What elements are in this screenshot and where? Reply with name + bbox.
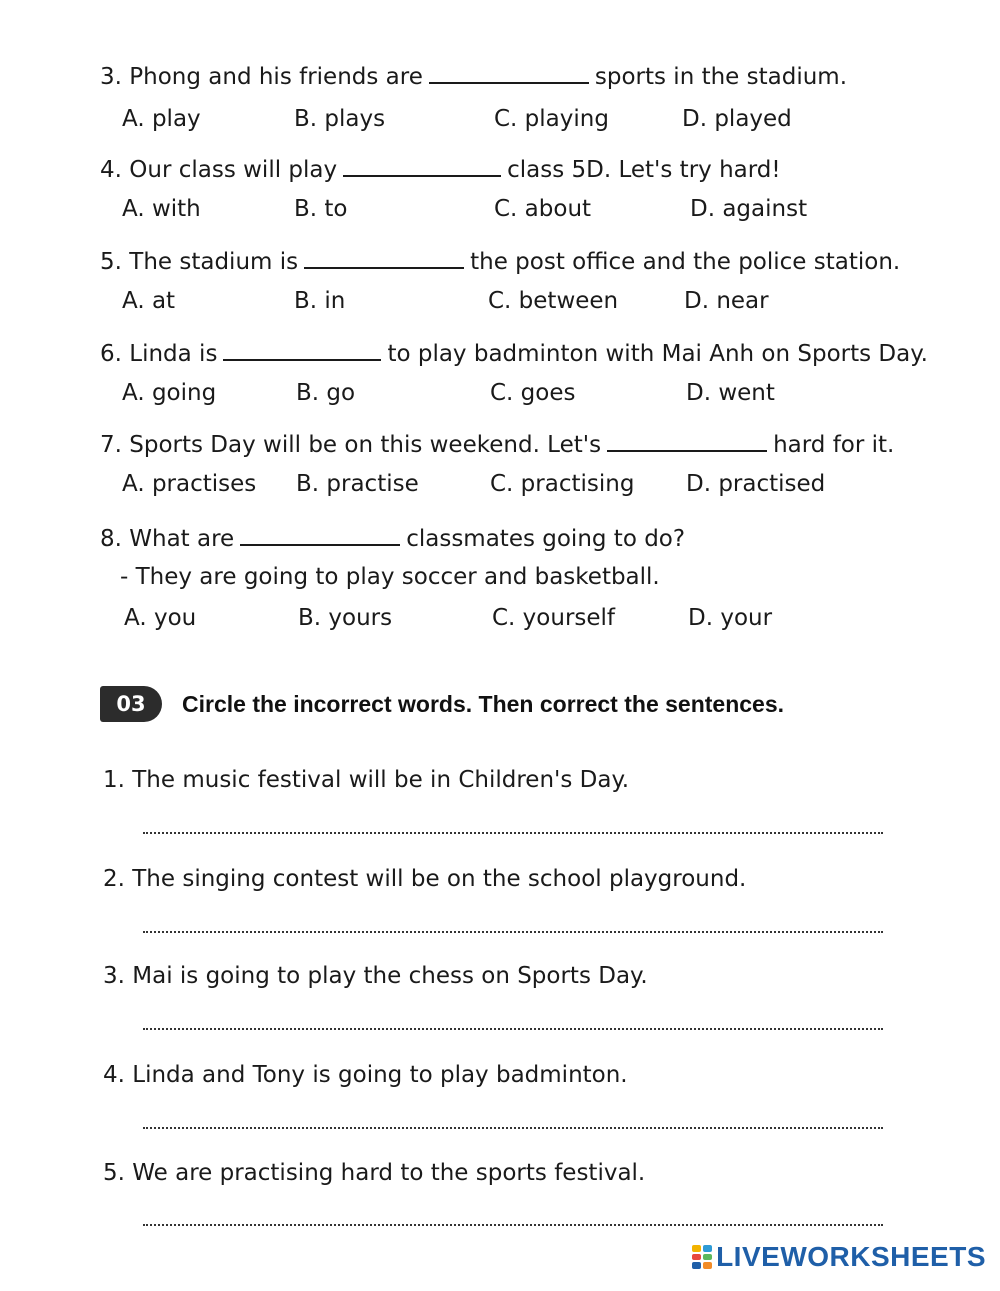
question-text-after: to play badminton with Mai Anh on Sports Day. — [387, 341, 928, 367]
option-d[interactable]: D. against — [690, 196, 808, 222]
question-text-after: class 5D. Let's try hard! — [507, 157, 781, 183]
option-b[interactable]: B. yours — [298, 605, 393, 631]
answer-blank[interactable] — [343, 153, 501, 177]
correction-line-4[interactable] — [143, 1125, 883, 1129]
question-6 — [100, 337, 928, 369]
answer-blank[interactable] — [607, 428, 767, 452]
section-instruction: Circle the incorrect words. Then correct the sentences. — [182, 690, 785, 717]
logo-icon-tile — [703, 1262, 712, 1269]
correction-line-2[interactable] — [143, 929, 883, 933]
option-c[interactable]: C. yourself — [492, 605, 616, 631]
option-b[interactable]: B. practise — [296, 471, 419, 497]
option-c[interactable]: C. playing — [494, 106, 609, 132]
answer-blank[interactable] — [304, 245, 464, 269]
option-c[interactable]: C. about — [494, 196, 592, 222]
incorrect-sentence-5[interactable]: 5. We are practising hard to the sports festival. — [103, 1160, 646, 1186]
option-d[interactable]: D. your — [688, 605, 773, 631]
option-a[interactable]: A. at — [122, 288, 176, 314]
answer-blank[interactable] — [429, 60, 589, 84]
options-question-4 — [122, 194, 882, 224]
logo-icon-tile — [692, 1254, 701, 1261]
option-c[interactable]: C. between — [488, 288, 619, 314]
option-a[interactable]: A. going — [122, 380, 217, 406]
correction-line-3[interactable] — [143, 1026, 883, 1030]
incorrect-sentence-1[interactable]: 1. The music festival will be in Children's Day. — [103, 767, 630, 793]
logo-text: LIVEWORKSHEETS — [716, 1241, 986, 1272]
logo-icon-tile — [692, 1262, 701, 1269]
incorrect-sentence-2[interactable]: 2. The singing contest will be on the school playground. — [103, 866, 747, 892]
options-question-7 — [122, 469, 882, 499]
option-a[interactable]: A. you — [124, 605, 197, 631]
question-text-before: Our class will play — [129, 157, 338, 183]
question-number: 3. — [100, 64, 122, 90]
logo-icon-tile — [703, 1254, 712, 1261]
liveworksheets-logo-icon — [692, 1245, 712, 1269]
option-a[interactable]: A. practises — [122, 471, 257, 497]
option-b[interactable]: B. go — [296, 380, 356, 406]
answer-blank[interactable] — [240, 522, 400, 546]
option-d[interactable]: D. practised — [686, 471, 826, 497]
incorrect-sentence-3[interactable]: 3. Mai is going to play the chess on Sports Day. — [103, 963, 648, 989]
question-number: 8. — [100, 526, 122, 552]
question-5 — [100, 245, 900, 277]
options-question-3 — [122, 104, 882, 134]
question-text-before: Linda is — [129, 341, 218, 367]
option-d[interactable]: D. went — [686, 380, 775, 406]
question-text-after: hard for it. — [773, 432, 895, 458]
options-question-5 — [122, 286, 882, 316]
option-c[interactable]: C. goes — [490, 380, 576, 406]
question-text-after: classmates going to do? — [406, 526, 686, 552]
question-number: 5. — [100, 249, 122, 275]
question-text-before: Sports Day will be on this weekend. Let's — [129, 432, 602, 458]
correction-line-5[interactable] — [143, 1222, 883, 1226]
section-3-heading — [100, 685, 784, 723]
answer-blank[interactable] — [223, 337, 381, 361]
logo-icon-tile — [692, 1245, 701, 1252]
question-3 — [100, 60, 847, 92]
logo-icon-tile — [703, 1245, 712, 1252]
question-8 — [100, 522, 685, 554]
question-number: 6. — [100, 341, 122, 367]
question-number: 4. — [100, 157, 122, 183]
question-8-response: - They are going to play soccer and basketball. — [120, 564, 660, 590]
question-text-after: sports in the stadium. — [594, 64, 848, 90]
option-b[interactable]: B. plays — [294, 106, 386, 132]
option-b[interactable]: B. to — [294, 196, 348, 222]
option-b[interactable]: B. in — [294, 288, 346, 314]
question-text-before: Phong and his friends are — [129, 64, 423, 90]
correction-line-1[interactable] — [143, 830, 883, 834]
option-a[interactable]: A. play — [122, 106, 201, 132]
question-text-before: What are — [129, 526, 235, 552]
incorrect-sentence-4[interactable]: 4. Linda and Tony is going to play badminton. — [103, 1062, 628, 1088]
options-question-6 — [122, 378, 882, 408]
option-d[interactable]: D. near — [684, 288, 769, 314]
question-7 — [100, 428, 894, 460]
option-d[interactable]: D. played — [682, 106, 792, 132]
options-question-8 — [122, 603, 882, 633]
option-c[interactable]: C. practising — [490, 471, 635, 497]
question-text-before: The stadium is — [129, 249, 299, 275]
question-number: 7. — [100, 432, 122, 458]
question-4 — [100, 153, 781, 185]
section-badge: 03 — [100, 686, 162, 722]
option-a[interactable]: A. with — [122, 196, 201, 222]
question-text-after: the post office and the police station. — [470, 249, 901, 275]
liveworksheets-logo — [692, 1241, 986, 1273]
